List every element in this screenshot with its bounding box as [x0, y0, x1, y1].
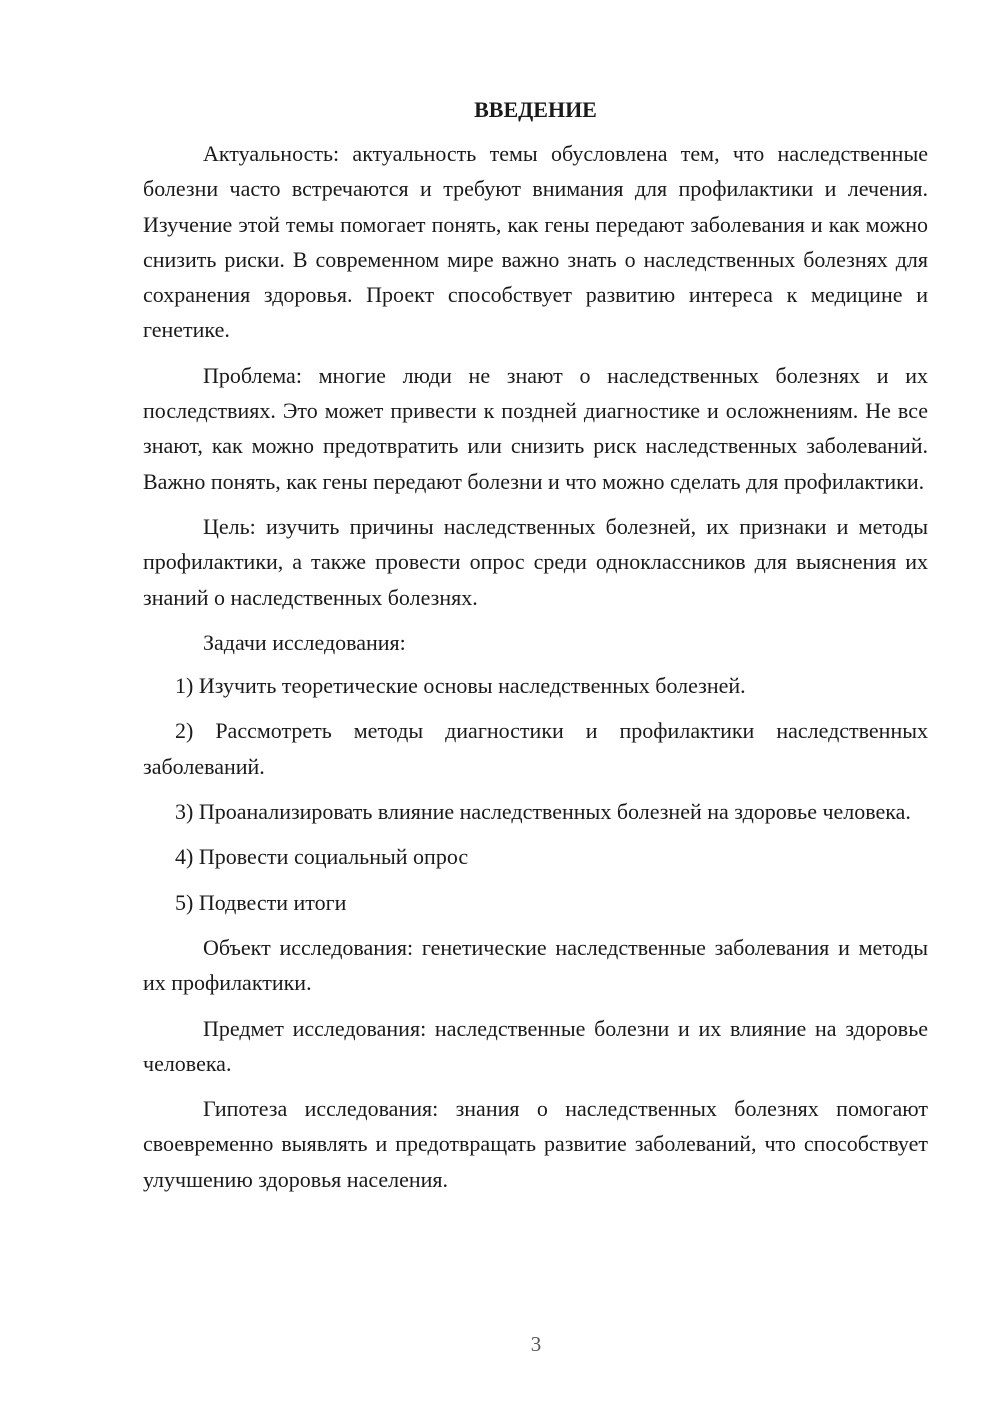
- task-item-1: 1) Изучить теоретические основы наследственных болезней.: [175, 673, 746, 699]
- paragraph-hypothesis: Гипотеза исследования: знания о наследственных болезнях помогают своевременно выявлять и предотвращать развитие заболеваний, что способствует улучшению здоровья населения.: [143, 1096, 928, 1192]
- tasks-title: Задачи исследования:: [203, 629, 406, 655]
- paragraph-subject: Предмет исследования: наследственные болезни и их влияние на здоровье человека.: [143, 1015, 928, 1076]
- task-item-4: 4) Провести социальный опрос: [175, 844, 469, 870]
- paragraph-problem: Проблема: многие люди не знают о наследственных болезнях и их последствиях. Это может привести к поздней диагностике и осложнениям. Не все знают, как можно предотвратить или снизить риск наследственных заболеваний. Важно понять, как гены передают болезни и что можно сделать для профилактики.: [143, 362, 928, 494]
- task-item-2: 2) Рассмотреть методы диагностики и профилактики наследственных заболеваний.: [143, 718, 928, 779]
- tasks-list: [143, 668, 928, 920]
- page-number: 3: [530, 1332, 542, 1356]
- paragraph-relevance: Актуальность: актуальность темы обусловлена тем, что наследственные болезни часто встречаются и требуют внимания для профилактики и лечения. Изучение этой темы помогает понять, как гены передают заболевания и как можно снизить риски. В современном мире важно знать о наследственных болезнях для сохранения здоровья. Проект способствует развитию интереса к медицине и генетике.: [143, 141, 928, 343]
- document-page: [143, 92, 928, 1207]
- task-item-3: 3) Проанализировать влияние наследственных болезней на здоровье человека.: [175, 799, 911, 825]
- paragraph-object: Объект исследования: генетические наследственные заболевания и методы их профилактики.: [143, 934, 928, 996]
- section-heading: ВВЕДЕНИЕ: [474, 97, 597, 122]
- paragraph-goal: Цель: изучить причины наследственных болезней, их признаки и методы профилактики, а также провести опрос среди одноклассников для выяснения их знаний о наследственных болезнях.: [143, 513, 928, 610]
- task-item-5: 5) Подвести итоги: [175, 889, 347, 915]
